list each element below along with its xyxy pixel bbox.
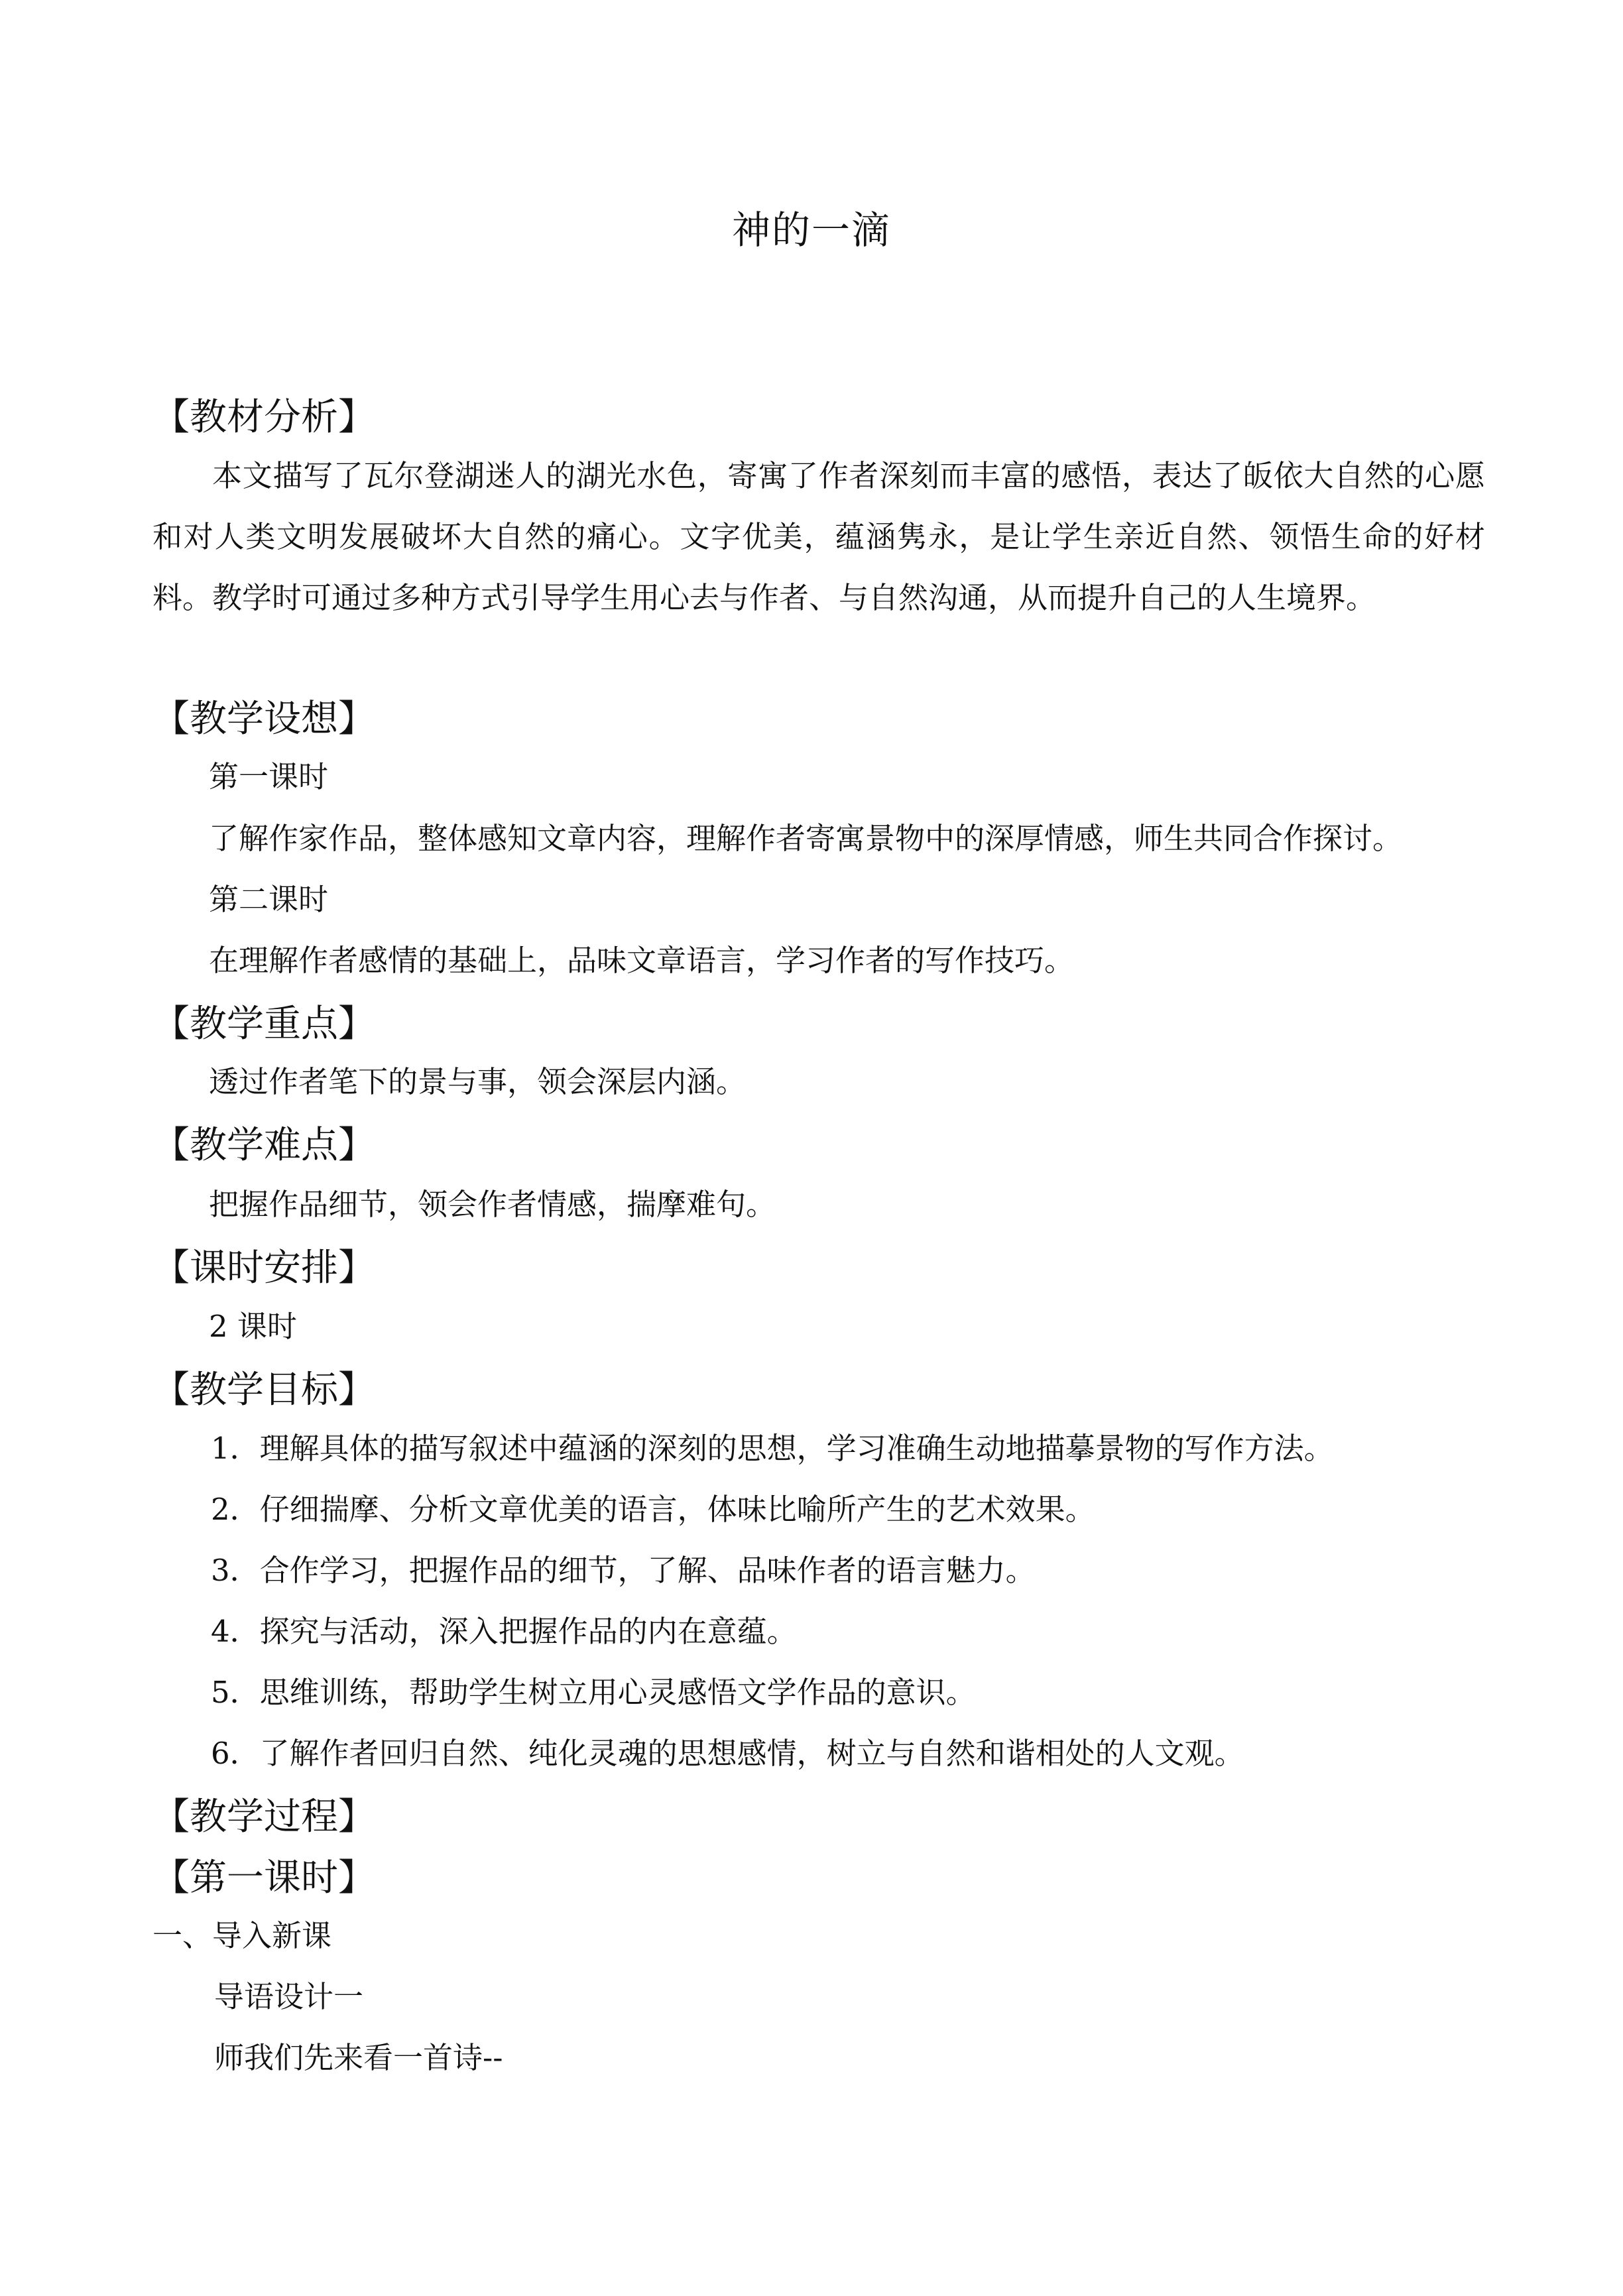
lesson-two-text: 在理解作者感情的基础上，品味文章语言，学习作者的写作技巧。 <box>209 943 1075 978</box>
heading-teaching-goals: 【教学目标】 <box>152 1368 375 1412</box>
intro-design-label: 导语设计一 <box>214 1979 364 2014</box>
lesson-one-label: 第一课时 <box>209 759 329 794</box>
heading-teaching-design: 【教学设想】 <box>152 697 375 741</box>
heading-material-analysis: 【教材分析】 <box>152 396 375 439</box>
schedule-text: 2 课时 <box>209 1309 297 1344</box>
heading-first-lesson: 【第一课时】 <box>152 1856 375 1900</box>
heading-teaching-difficulties: 【教学难点】 <box>152 1124 375 1167</box>
intro-section-title: 一、导入新课 <box>152 1918 332 1953</box>
goal-item-3: 3．合作学习，把握作品的细节，了解、品味作者的语言魅力。 <box>211 1553 1036 1588</box>
goal-item-4: 4．探究与活动，深入把握作品的内在意蕴。 <box>211 1614 797 1649</box>
difficulties-text: 把握作品细节，领会作者情感，揣摩难句。 <box>209 1187 776 1222</box>
goal-item-1: 1．理解具体的描写叙述中蕴涵的深刻的思想，学习准确生动地描摹景物的写作方法。 <box>211 1431 1334 1466</box>
lesson-one-text: 了解作家作品，整体感知文章内容，理解作者寄寓景物中的深厚情感，师生共同合作探讨。 <box>209 821 1403 856</box>
lesson-two-label: 第二课时 <box>209 882 329 917</box>
key-points-text: 透过作者笔下的景与事，领会深层内涵。 <box>209 1064 747 1099</box>
heading-schedule: 【课时安排】 <box>152 1246 375 1290</box>
heading-teaching-process: 【教学过程】 <box>152 1795 375 1839</box>
goal-item-6: 6．了解作者回归自然、纯化灵魂的思想感情，树立与自然和谐相处的人文观。 <box>211 1736 1244 1771</box>
document-title: 神的一滴 <box>731 208 891 253</box>
heading-teaching-key-points: 【教学重点】 <box>152 1002 375 1046</box>
intro-line: 师我们先来看一首诗-- <box>214 2040 503 2075</box>
goal-item-2: 2．仔细揣摩、分析文章优美的语言，体味比喻所产生的艺术效果。 <box>211 1492 1095 1527</box>
goal-item-5: 5．思维训练，帮助学生树立用心灵感悟文学作品的意识。 <box>211 1675 976 1710</box>
paragraph-material-analysis: 本文描写了瓦尔登湖迷人的湖光水色，寄寓了作者深刻而丰富的感悟，表达了皈依大自然的心愿和对人类文明发展破坏大自然的痛心。文字优美，蕴涵隽永，是让学生亲近自然、领悟生命的好材料。教学时可通过多种方式引导学生用心去与作者、与自然沟通，从而提升自己的人生境界。 <box>152 458 1485 615</box>
